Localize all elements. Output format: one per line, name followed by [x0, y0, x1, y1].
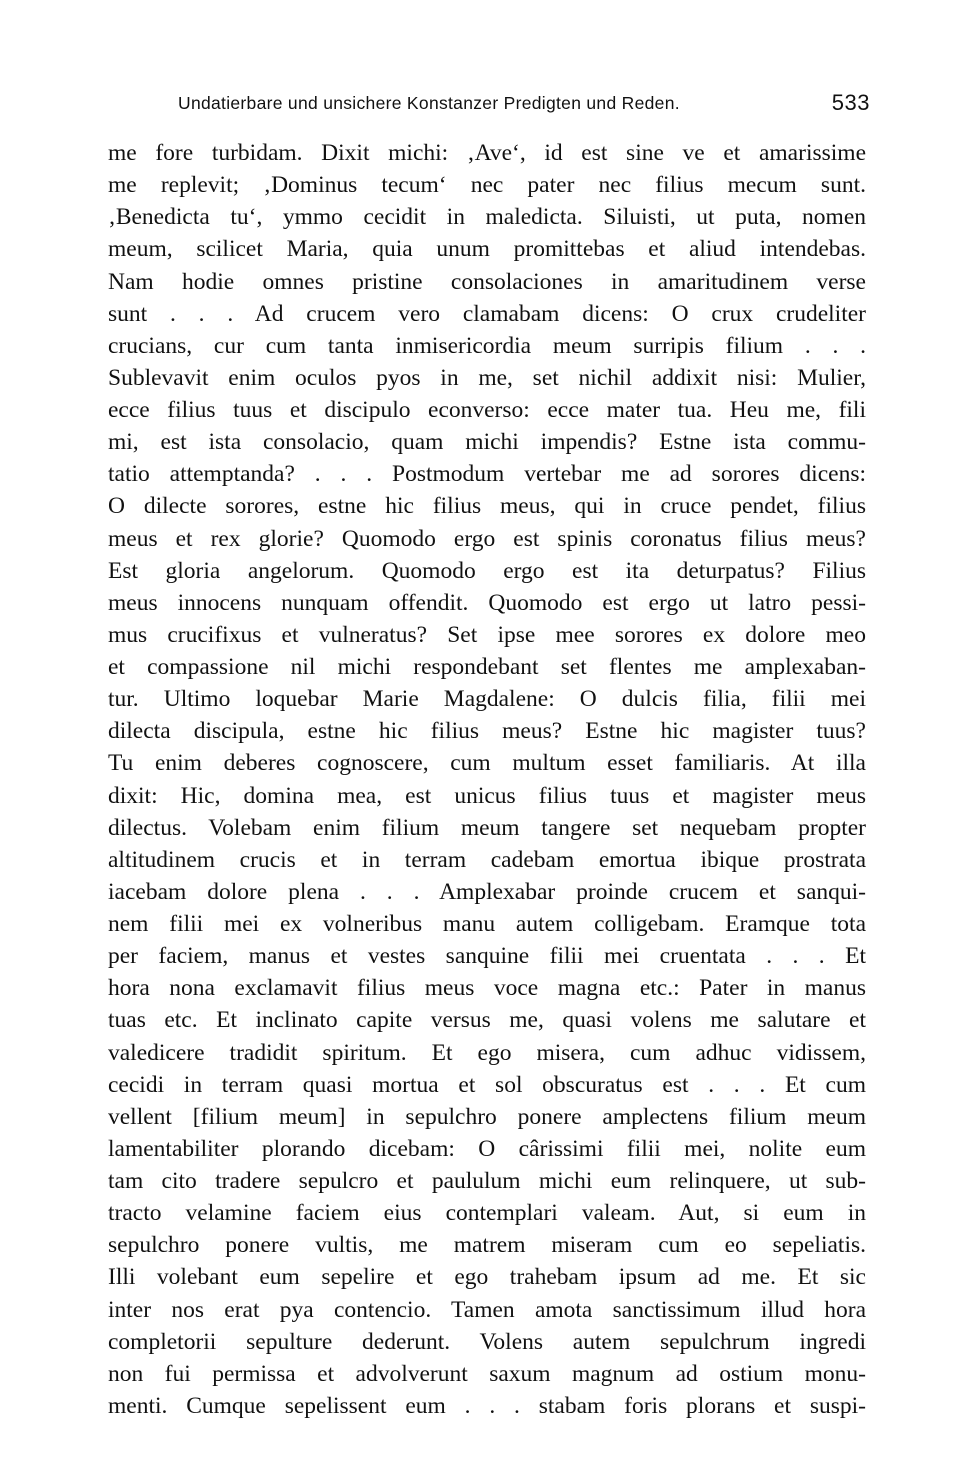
text-line: dilecta discipula, estne hic filius meus? Estne hic magister tuus? [108, 718, 866, 745]
text-line: tracto velamine faciem eius contemplari valeam. Aut, si eum in [108, 1200, 866, 1227]
text-line: me fore turbidam. Dixit michi: ‚Ave‘, id est sine ve et amarissime [108, 140, 866, 166]
text-line: meus et rex glorie? Quomodo ergo est spinis coronatus filius meus? [108, 525, 866, 552]
text-line: tur. Ultimo loquebar Marie Magdalene: O dulcis filia, filii mei [108, 686, 866, 713]
text-line: altitudinem crucis et in terram cadebam emortua ibique prostrata [108, 846, 866, 873]
text-line: non fui permissa et advolverunt saxum magnum ad ostium monu- [108, 1360, 866, 1387]
text-line: mus crucifixus et vulneratus? Set ipse mee sorores ex dolore meo [108, 621, 866, 648]
text-line: inter nos erat pya contencio. Tamen amota sanctissimum illud hora [108, 1296, 866, 1323]
text-line: sunt . . . Ad crucem vero clamabam dicens: O crux crudeliter [108, 300, 866, 327]
text-line: Tu enim deberes cognoscere, cum multum esset familiaris. At illa [108, 750, 866, 777]
text-line: per faciem, manus et vestes sanquine filii mei cruentata . . . Et [108, 943, 866, 970]
text-line: nem filii mei ex volneribus manu autem colligebam. Eramque tota [108, 911, 866, 937]
text-line: Nam hodie omnes pristine consolaciones in amaritudinem verse [108, 268, 866, 295]
text-line: valedicere tradidit spiritum. Et ego misera, cum adhuc vidissem, [108, 1039, 866, 1066]
text-line: sepulchro ponere vultis, me matrem miseram cum eo sepeliatis. [108, 1232, 866, 1259]
text-line: tam cito tradere sepulcro et paululum michi eum relinquere, ut sub- [108, 1168, 866, 1194]
text-line: et compassione nil michi respondebant set flentes me amplexaban- [108, 654, 866, 680]
text-line: ‚Benedicta tu‘, ymmo cecidit in maledicta. Siluisti, ut puta, nomen [108, 204, 866, 231]
body-text [108, 137, 866, 1422]
text-line: crucians, cur cum tanta inmisericordia meum surripis filium . . . [108, 332, 866, 359]
text-line: O dilecte sorores, estne hic filius meus, qui in cruce pendet, filius [108, 493, 866, 520]
text-line: ecce filius tuus et discipulo econverso: ecce mater tua. Heu me, fili [108, 397, 866, 423]
running-head [178, 90, 870, 120]
text-line: tatio attemptanda? . . . Postmodum vertebar me ad sorores dicens: [108, 461, 866, 488]
text-line: Illi volebant eum sepelire et ego trahebam ipsum ad me. Et sic [108, 1264, 866, 1291]
text-line: hora nona exclamavit filius meus voce magna etc.: Pater in manus [108, 975, 866, 1002]
text-line: vellent [filium meum] in sepulchro ponere amplectens filium meum [108, 1103, 866, 1130]
text-line: menti. Cumque sepelissent eum . . . stabam foris plorans et suspi- [108, 1392, 866, 1419]
text-line: completorii sepulture dederunt. Volens autem sepulchrum ingredi [108, 1328, 866, 1355]
text-line: Est gloria angelorum. Quomodo ergo est ita deturpatus? Filius [108, 557, 866, 584]
page-number: 533 [831, 90, 870, 115]
text-line: me replevit; ‚Dominus tecum‘ nec pater nec filius mecum sunt. [108, 172, 866, 199]
text-line: iacebam dolore plena . . . Amplexabar proinde crucem et sanqui- [108, 878, 866, 905]
running-title: Undatierbare und unsichere Konstanzer Predigten und Reden. [178, 93, 680, 113]
text-line: cecidi in terram quasi mortua et sol obscuratus est . . . Et cum [108, 1071, 866, 1098]
text-line: lamentabiliter plorando dicebam: O cârissimi filii mei, nolite eum [108, 1135, 866, 1162]
text-line: meum, scilicet Maria, quia unum promittebas et aliud intendebas. [108, 236, 866, 263]
text-line: tuas etc. Et inclinato capite versus me, quasi volens me salutare et [108, 1007, 866, 1034]
text-line: dixit: Hic, domina mea, est unicus filius tuus et magister meus [108, 782, 866, 809]
text-line: meus innocens nunquam offendit. Quomodo est ergo ut latro pessi- [108, 589, 866, 616]
text-line: Sublevavit enim oculos pyos in me, set nichil addixit nisi: Mulier, [108, 364, 866, 391]
text-line: mi, est ista consolacio, quam michi impendis? Estne ista commu- [108, 429, 866, 456]
text-line: dilectus. Volebam enim filium meum tangere set nequebam propter [108, 814, 866, 841]
